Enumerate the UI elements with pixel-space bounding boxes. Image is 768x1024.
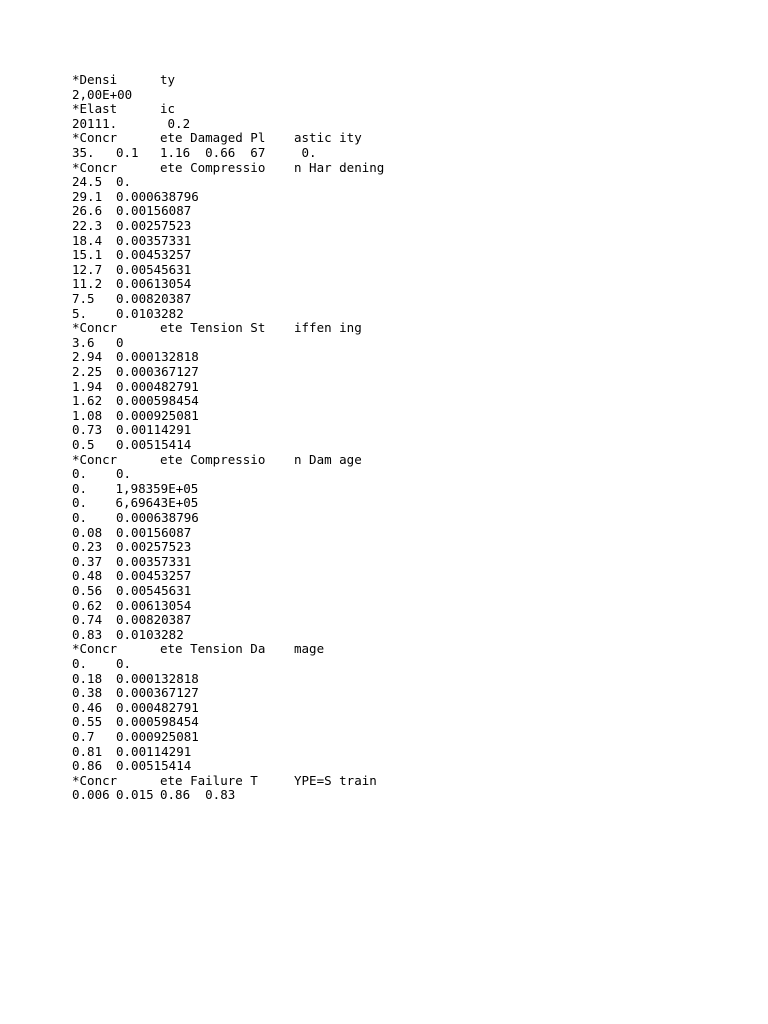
line-segment: *Concr (72, 130, 118, 146)
line-segment: 0.23 (72, 539, 103, 555)
line-segment: 0.000482791 (116, 699, 199, 715)
line-segment: 0.1 (116, 145, 139, 160)
line-segment: 0.00820387 (116, 291, 192, 306)
document-line (72, 130, 748, 145)
line-segment: ete Tension Da (160, 641, 266, 657)
line-segment: 0.48 (72, 568, 103, 584)
document-line (72, 495, 748, 510)
line-segment: 0.000925081 (116, 407, 199, 423)
line-segment: 0.00357331 (116, 553, 192, 569)
line-segment: mage (294, 641, 325, 657)
document-line (72, 729, 748, 744)
line-segment: 0.000598454 (116, 393, 199, 409)
document-line (72, 174, 748, 189)
document-line (72, 160, 748, 175)
line-segment: 0.00357331 (116, 232, 192, 248)
line-segment: YPE=S train (294, 772, 377, 788)
document-line (72, 422, 748, 437)
line-segment: 0.015 (116, 787, 154, 803)
line-segment: ete Failure T (160, 772, 258, 788)
line-segment: 1.94 (72, 378, 103, 394)
document-line (72, 218, 748, 233)
document-line (72, 101, 748, 116)
line-segment: *Densi (72, 72, 118, 87)
line-segment: 0.0103282 (116, 626, 184, 642)
line-segment: ete Tension St (160, 320, 266, 336)
line-segment: ete Compressio (160, 159, 266, 175)
document-line (72, 437, 748, 452)
line-segment: ete Damaged Pl (160, 130, 266, 146)
document-line (72, 393, 748, 408)
line-segment: 0.006 (72, 787, 110, 803)
document-line (72, 744, 748, 759)
line-segment: 0. (72, 656, 88, 671)
line-segment: 0.000132818 (116, 349, 199, 365)
line-segment: 0. (294, 145, 317, 160)
line-segment: 7.5 (72, 291, 95, 306)
line-segment: 11.2 (72, 276, 103, 292)
line-segment: 0.2 (160, 115, 191, 131)
line-segment: 0. (116, 656, 132, 671)
line-segment: 0.83 (72, 626, 103, 642)
line-segment: 0.00515414 (116, 437, 192, 452)
document-line (72, 481, 748, 496)
line-segment: 0.37 (72, 553, 103, 569)
line-segment: *Concr (72, 772, 118, 788)
line-segment: n Har dening (294, 159, 385, 175)
document-line (72, 72, 748, 87)
line-segment: 0.00114291 (116, 743, 192, 759)
line-segment: 0.74 (72, 612, 103, 628)
document-line (72, 539, 748, 554)
line-segment: 3.6 (72, 334, 95, 350)
line-segment: *Concr (72, 320, 118, 336)
line-segment: 0.73 (72, 422, 103, 438)
line-segment: 0.00257523 (116, 539, 192, 555)
document-line (72, 335, 748, 350)
line-segment: 0.000367127 (116, 685, 199, 701)
line-segment: 0.00545631 (116, 261, 192, 277)
line-segment: ty (160, 72, 176, 87)
document-line (72, 758, 748, 773)
document-line (72, 554, 748, 569)
line-segment: 5. (72, 305, 88, 321)
document-line (72, 773, 748, 788)
line-segment: 0.00156087 (116, 524, 192, 540)
document-line (72, 685, 748, 700)
line-segment: 0.00453257 (116, 568, 192, 584)
document-line (72, 364, 748, 379)
line-segment: 0.000132818 (116, 670, 199, 686)
line-segment: 0. (72, 480, 88, 496)
line-segment: 6,69643E+05 (108, 495, 199, 511)
line-segment: 0.000598454 (116, 714, 199, 730)
document-line (72, 408, 748, 423)
line-segment: 0.62 (72, 597, 103, 613)
document-line (72, 247, 748, 262)
line-segment: *Concr (72, 451, 118, 467)
document-line (72, 349, 748, 364)
line-segment: 29.1 (72, 188, 103, 204)
document-line (72, 320, 748, 335)
line-segment: *Elast (72, 101, 118, 117)
line-segment: 0.81 (72, 743, 103, 759)
line-segment: ete Compressio (160, 451, 266, 467)
line-segment: 12.7 (72, 261, 103, 277)
document-line (72, 145, 748, 160)
line-segment: *Concr (72, 641, 118, 657)
line-segment: 0.00453257 (116, 247, 192, 263)
line-segment: 0.38 (72, 685, 103, 701)
line-segment: n Dam age (294, 451, 362, 467)
line-segment: 22.3 (72, 218, 103, 233)
document-line (72, 787, 748, 802)
document-line (72, 379, 748, 394)
document-line (72, 510, 748, 525)
document-line (72, 452, 748, 467)
line-segment: 0.000638796 (116, 188, 199, 204)
line-segment: 1.08 (72, 407, 103, 423)
line-segment: *Concr (72, 159, 118, 175)
line-segment: 1,98359E+05 (108, 480, 199, 496)
line-segment: 0.00257523 (116, 218, 192, 233)
line-segment: 0.08 (72, 524, 103, 540)
line-segment: 0.000367127 (116, 364, 199, 379)
document-line (72, 306, 748, 321)
line-segment: 0.55 (72, 714, 103, 730)
document-line (72, 671, 748, 686)
document-line (72, 116, 748, 131)
line-segment: 0.56 (72, 583, 103, 598)
document-line (72, 276, 748, 291)
line-segment: 0. (72, 466, 88, 482)
line-segment: 0. (116, 174, 132, 190)
document-line (72, 568, 748, 583)
document-line (72, 714, 748, 729)
line-segment: 0. (72, 495, 88, 511)
line-segment: 26.6 (72, 203, 103, 219)
document-line (72, 233, 748, 248)
document-line (72, 291, 748, 306)
line-segment: 0.86 (72, 758, 103, 774)
line-segment: 18.4 (72, 232, 103, 248)
document-line (72, 525, 748, 540)
line-segment: 0.00613054 (116, 597, 192, 613)
document-line (72, 612, 748, 627)
document-line (72, 87, 748, 102)
document-line (72, 700, 748, 715)
document-line (72, 656, 748, 671)
line-segment: iffen ing (294, 320, 362, 336)
line-segment: 0.00545631 (116, 583, 192, 598)
document-line (72, 641, 748, 656)
line-segment: 15.1 (72, 247, 103, 263)
document-line (72, 262, 748, 277)
line-segment: ic (160, 101, 176, 117)
line-segment: 0.46 (72, 699, 103, 715)
line-segment: 0.000638796 (116, 510, 199, 525)
line-segment: 0.00515414 (116, 758, 192, 774)
line-segment: astic ity (294, 130, 362, 146)
line-segment: 35. (72, 145, 95, 160)
document-line (72, 203, 748, 218)
document-line (72, 627, 748, 642)
document-line (72, 189, 748, 204)
line-segment: 2,00E+00 (72, 86, 133, 102)
line-segment: 24.5 (72, 174, 103, 190)
line-segment: 0.00156087 (116, 203, 192, 219)
line-segment: 1.62 (72, 393, 103, 409)
line-segment: 0. (116, 466, 132, 482)
line-segment: 0.000925081 (116, 729, 199, 744)
line-segment: 1.16 0.66 67 (160, 145, 266, 160)
line-segment: 0.00820387 (116, 612, 192, 628)
line-segment: 0.00613054 (116, 276, 192, 292)
document-line (72, 598, 748, 613)
document-line (72, 583, 748, 598)
line-segment: 0 (116, 334, 124, 350)
line-segment: 0.7 (72, 729, 95, 744)
document-line (72, 466, 748, 481)
line-segment: 0.5 (72, 437, 95, 452)
line-segment: 2.94 (72, 349, 103, 365)
line-segment: 0. (72, 510, 88, 525)
line-segment: 0.000482791 (116, 378, 199, 394)
line-segment: 20111. (72, 115, 118, 131)
line-segment: 0.86 0.83 (160, 787, 236, 803)
line-segment: 0.0103282 (116, 305, 184, 321)
line-segment: 0.00114291 (116, 422, 192, 438)
line-segment: 2.25 (72, 364, 103, 379)
line-segment: 0.18 (72, 670, 103, 686)
